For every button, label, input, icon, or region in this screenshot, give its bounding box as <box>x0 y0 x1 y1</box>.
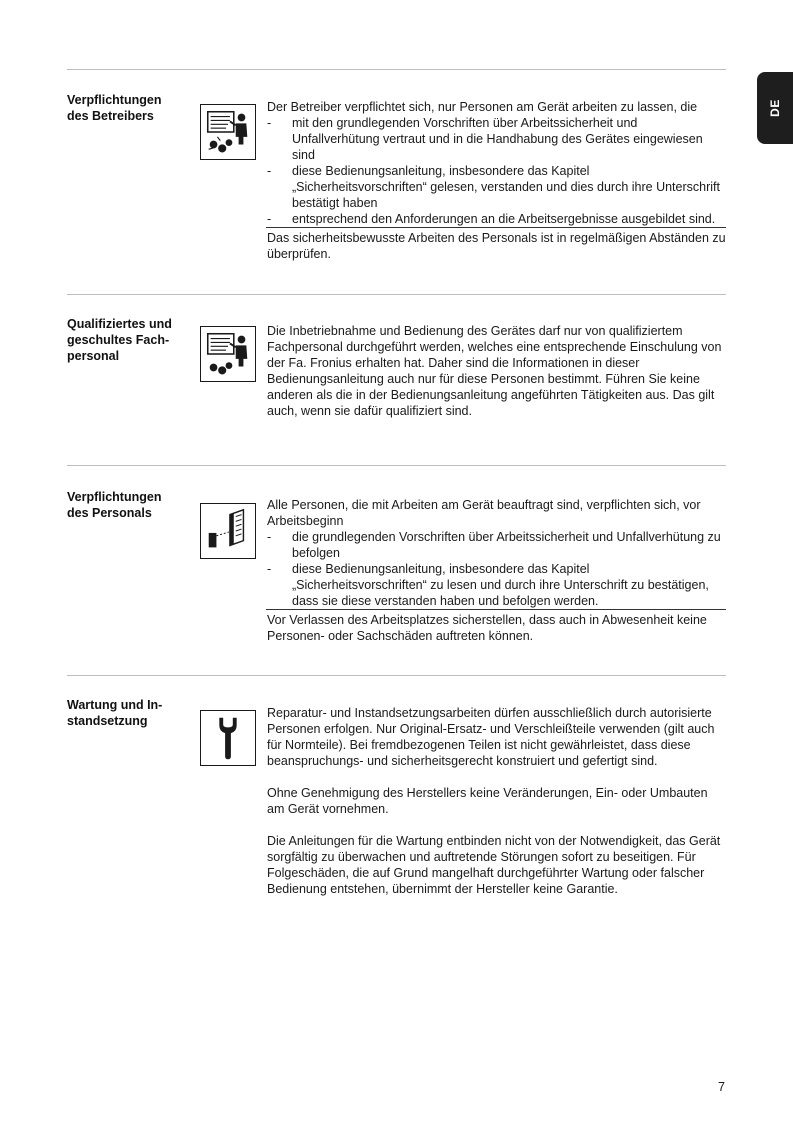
read-manual-icon <box>200 503 256 559</box>
list-item: - diese Bedienungsanleitung, insbesondere das Kapitel „Sicherheitsvorschriften“ zu lesen und durch ihre Unterschrift zu bestätigen, dass sie diese verstanden haben und befolgen werden. <box>267 562 709 608</box>
section-note: Das sicherheitsbewusste Arbeiten des Personals ist in regelmäßigen Abständen zu überprüfen. <box>266 227 726 262</box>
heading-line: des Betreibers <box>67 109 154 123</box>
list-item: - diese Bedienungsanleitung, insbesondere das Kapitel „Sicherheitsvorschriften“ gelesen, verstanden und dies durch ihre Unterschrift bestätigt haben <box>267 164 720 210</box>
section-divider <box>67 675 726 676</box>
section-heading-personal <box>67 489 192 521</box>
section-heading-fachpersonal <box>67 316 192 364</box>
heading-line: Verpflichtungen <box>67 93 162 107</box>
page-number: 7 <box>718 1080 725 1094</box>
section-body-personal <box>266 497 726 644</box>
instruction-board-icon <box>200 326 256 382</box>
section-divider <box>67 69 726 70</box>
heading-line: Wartung und In- <box>67 698 163 712</box>
list-item: - die grundlegenden Vorschriften über Arbeitssicherheit und Unfallverhütung zu befolgen <box>267 530 721 560</box>
heading-line: Qualifiziertes und <box>67 317 172 331</box>
list-item-text: mit den grundlegenden Vorschriften über Arbeitssicherheit und Unfallverhütung vertraut und in die Handhabung des Gerätes eingewiesen sind <box>292 116 703 162</box>
section-paragraph: Ohne Genehmigung des Herstellers keine Veränderungen, Ein- oder Umbauten am Gerät vornehmen. <box>267 786 708 816</box>
section-paragraph: Reparatur- und Instandsetzungsarbeiten dürfen ausschließlich durch autorisierte Personen erfolgen. Nur Original-Ersatz- und Verschleißteile verwenden (gilt auch für Normteile). Bei fremdbezogenen Teilen ist nicht gewährleistet, dass diese beanspruchungs- und sicherheitsgerecht konstruiert und gefertigt sind. <box>267 706 715 768</box>
list-item-text: diese Bedienungsanleitung, insbesondere das Kapitel „Sicherheitsvorschriften“ zu lesen und durch ihre Unterschrift zu bestätigen, dass sie diese verstanden haben und befolgen werden. <box>292 562 709 608</box>
section-body-wartung <box>266 705 726 897</box>
language-tab[interactable] <box>757 72 793 144</box>
section-body-betreiber <box>266 99 726 262</box>
section-note: Vor Verlassen des Arbeitsplatzes sicherstellen, dass auch in Abwesenheit keine Personen- oder Sachschäden auftreten können. <box>266 609 726 644</box>
instruction-board-icon <box>200 104 256 160</box>
heading-line: des Personals <box>67 506 152 520</box>
section-heading-betreiber <box>67 92 192 124</box>
heading-line: geschultes Fach- <box>67 333 170 347</box>
heading-line: personal <box>67 349 120 363</box>
heading-line: Verpflichtungen <box>67 490 162 504</box>
section-intro: Der Betreiber verpflichtet sich, nur Personen am Gerät arbeiten zu lassen, die <box>267 100 698 114</box>
wrench-icon <box>200 710 256 766</box>
section-heading-wartung <box>67 697 192 729</box>
section-paragraph: Die Inbetriebnahme und Bedienung des Gerätes darf nur von qualifiziertem Fachpersonal durchgeführt werden, welches eine entsprechende Einschulung von der Fa. Fronius erhalten hat. Daher sind die Informationen in dieser Bedienungsanleitung auch nur für diese Personen bestimmt. Führen Sie keine anderen als die in der Bedienungsanleitung angeführten Tätigkeiten aus. Das gilt auch, wenn sie dafür qualifiziert sind. <box>267 324 722 418</box>
list-item-text: entsprechend den Anforderungen an die Arbeitsergebnisse ausgebildet sind. <box>292 212 716 226</box>
list-item-text: diese Bedienungsanleitung, insbesondere das Kapitel „Sicherheitsvorschriften“ gelesen, verstanden und dies durch ihre Unterschrift bestätigt haben <box>292 164 720 210</box>
section-divider <box>67 465 726 466</box>
list-item-text: die grundlegenden Vorschriften über Arbeitssicherheit und Unfallverhütung zu befolgen <box>292 530 721 560</box>
section-paragraph: Die Anleitungen für die Wartung entbinden nicht von der Notwendigkeit, das Gerät sorgfältig zu überwachen und auftretende Störungen sofort zu beseitigen. Für Folgeschäden, die auf Grund mangelhaft durchgeführter Wartung oder falscher Bedienung entstehen, übernimmt der Hersteller keine Garantie. <box>267 834 721 896</box>
section-divider <box>67 294 726 295</box>
language-tab-label: DE <box>768 99 782 117</box>
section-body-fachpersonal <box>266 323 726 419</box>
heading-line: standsetzung <box>67 714 148 728</box>
list-item: - mit den grundlegenden Vorschriften über Arbeitssicherheit und Unfallverhütung vertraut und in die Handhabung des Gerätes eingewiesen sind <box>267 116 703 162</box>
list-item: - entsprechend den Anforderungen an die Arbeitsergebnisse ausgebildet sind. <box>267 212 716 226</box>
section-intro: Alle Personen, die mit Arbeiten am Gerät beauftragt sind, verpflichten sich, vor Arbeitsbeginn <box>267 498 701 528</box>
